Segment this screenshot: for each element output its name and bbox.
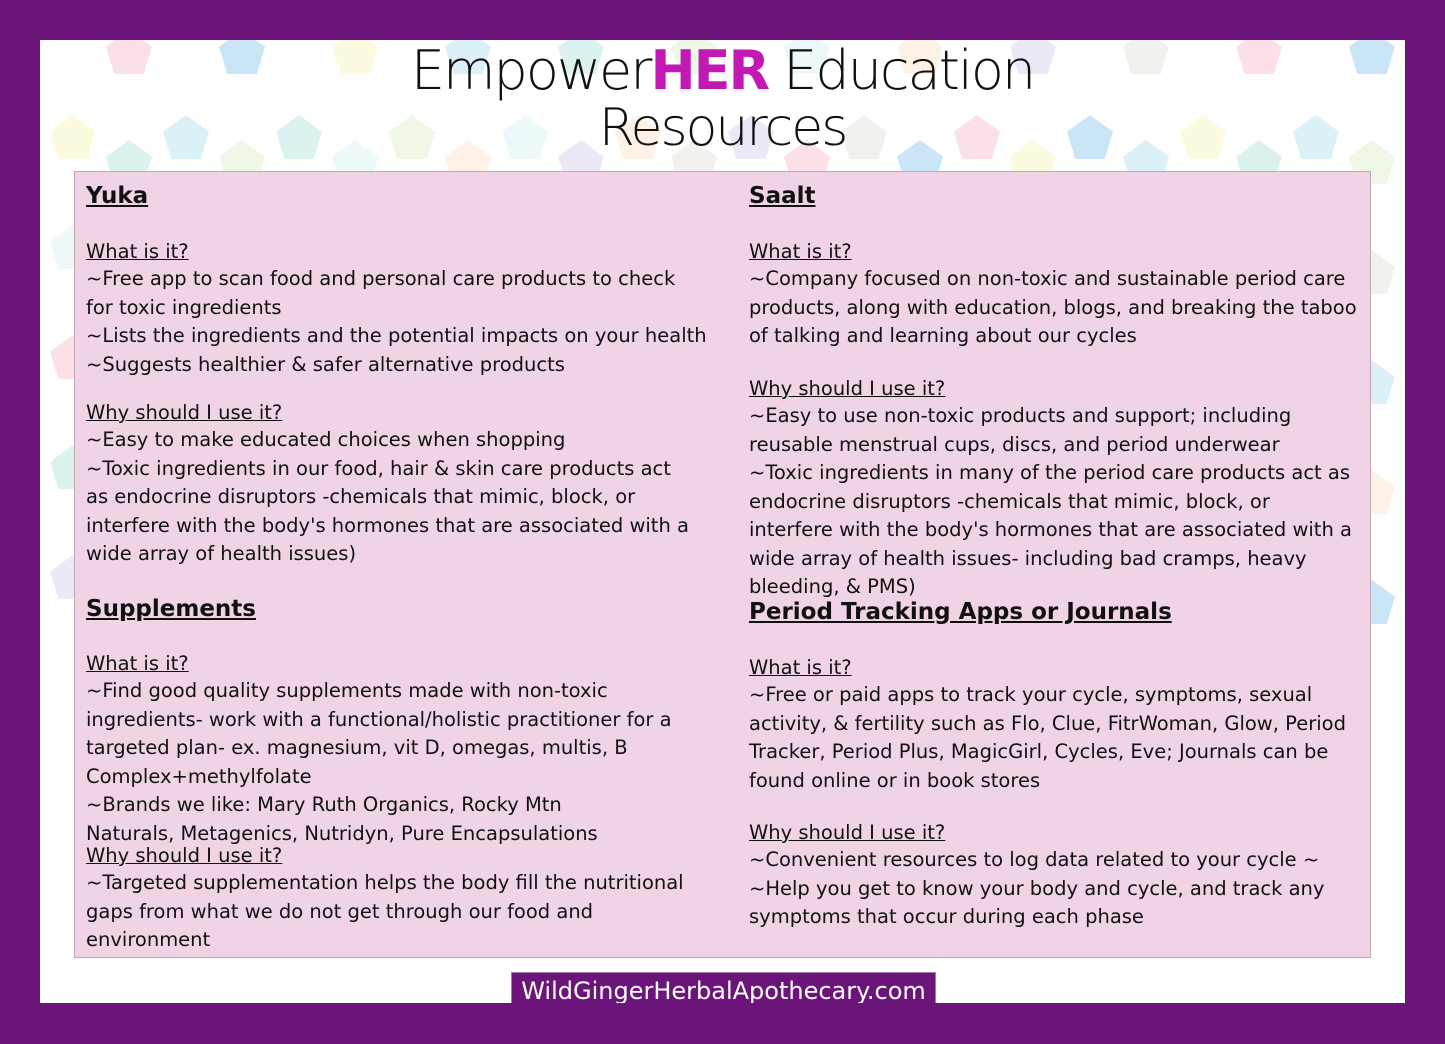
section-saalt <box>749 181 815 211</box>
question-label: What is it? <box>86 652 189 675</box>
bullet: ~Company focused on non-toxic and sustainable period care products, along with education, blogs, and breaking the taboo of talking and learning about our cycles <box>749 267 1357 347</box>
bullet: ~Easy to use non-toxic products and support; including reusable menstrual cups, discs, and period underwear <box>749 404 1292 456</box>
supplements-what <box>86 650 711 848</box>
page-title <box>40 40 1405 158</box>
question-label: Why should I use it? <box>749 377 946 400</box>
section-title: Saalt <box>749 183 816 209</box>
title-line-2: Resources <box>598 98 847 158</box>
content-panel <box>74 171 1371 958</box>
yuka-why <box>86 399 691 569</box>
title-suffix: Education <box>768 40 1035 102</box>
title-highlight: HER <box>650 40 769 102</box>
bullet: ~Brands we like: Mary Ruth Organics, Rocky Mtn Naturals, Metagenics, Nutridyn, Pure Encapsulations <box>86 793 598 845</box>
bullet: ~Free app to scan food and personal care products to check for toxic ingredients <box>86 267 676 319</box>
question-label: Why should I use it? <box>86 844 283 867</box>
bullet: ~Free or paid apps to track your cycle, symptoms, sexual activity, & fertility such as Flo, Clue, FitrWoman, Glow, Period Tracker, Period Plus, MagicGirl, Cycles, Eve; Journals can be found online or in book stores <box>749 683 1346 792</box>
title-line-1 <box>40 40 1405 102</box>
bullet: ~Toxic ingredients in many of the period care products act as endocrine disruptors -chemicals that mimic, block, or interfere with the body's hormones that are associated with a wide array of health issues- including bad cramps, heavy bleeding, & PMS) <box>749 461 1352 598</box>
question-label: Why should I use it? <box>749 821 946 844</box>
section-title: Yuka <box>86 183 149 209</box>
tracking-why <box>749 819 1329 932</box>
bullet: ~Targeted supplementation helps the body fill the nutritional gaps from what we do not get through our food and environment <box>86 871 684 951</box>
bullet: ~Help you get to know your body and cycle, and track any symptoms that occur during each phase <box>749 876 1325 928</box>
question-label: Why should I use it? <box>86 401 283 424</box>
section-title: Supplements <box>86 596 256 622</box>
bullet: ~Toxic ingredients in our food, hair & skin care products act as endocrine disruptors -chemicals that mimic, block, or interfere with the body's hormones that are associated with a wide array of health issues) <box>86 456 689 565</box>
section-tracking <box>749 597 1172 627</box>
tracking-what <box>749 654 1354 795</box>
bullet: ~Easy to make educated choices when shopping <box>86 428 566 451</box>
section-supplements <box>86 594 256 624</box>
question-label: What is it? <box>749 240 852 263</box>
page-frame <box>40 40 1405 1003</box>
section-title: Period Tracking Apps or Journals <box>749 599 1172 625</box>
supplements-why <box>86 842 706 955</box>
bullet: ~Suggests healthier & safer alternative products <box>86 352 565 376</box>
website-link[interactable]: WildGingerHerbalApothecary.com <box>511 972 936 1003</box>
yuka-what <box>86 238 711 379</box>
section-yuka <box>86 181 148 211</box>
bullet: ~Lists the ingredients and the potential impacts on your health <box>86 324 707 347</box>
bullet: ~Find good quality supplements made with non-toxic ingredients- work with a functional/holistic practitioner for a targeted plan- ex. magnesium, vit D, omegas, multis, B Complex+methylfolate <box>86 679 672 788</box>
question-label: What is it? <box>749 656 852 679</box>
saalt-what <box>749 238 1364 351</box>
bullet: ~Convenient resources to log data related to your cycle ~ <box>749 848 1320 871</box>
saalt-why <box>749 375 1359 602</box>
question-label: What is it? <box>86 240 189 263</box>
title-prefix: Empower <box>410 40 651 102</box>
